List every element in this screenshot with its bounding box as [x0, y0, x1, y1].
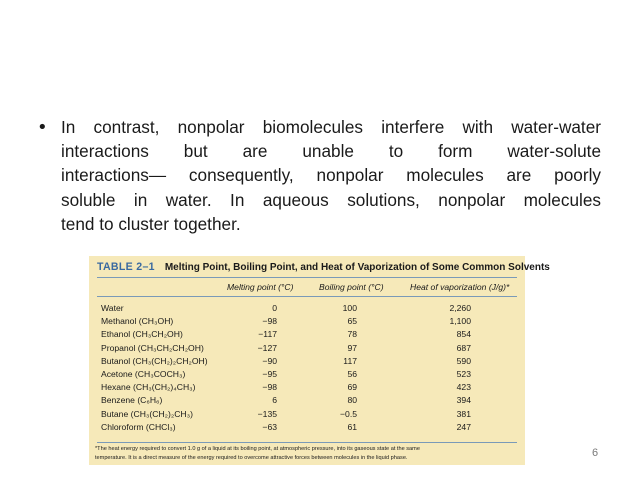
table-footnote [95, 445, 525, 463]
boiling-point: 61 [347, 421, 357, 432]
solvent-name: Ethanol (CH₃CH₂OH) [101, 329, 183, 340]
boiling-point: 117 [343, 355, 357, 366]
heat-of-vaporization: 423 [456, 382, 471, 393]
table-row [89, 328, 525, 341]
bullet-text [61, 115, 601, 236]
heat-of-vaporization: 1,100 [449, 316, 471, 327]
boiling-point: 65 [347, 316, 357, 327]
boiling-point: 97 [347, 342, 357, 353]
table-rule-header [97, 296, 517, 297]
solvent-name: Butanol (CH₃(CH₂)₂CH₂OH) [101, 355, 208, 366]
footnote-line: temperature. It is a direct measure of the energy required to overcome attractive forces between molecules in the liquid phase. [95, 455, 408, 461]
heat-of-vaporization: 247 [456, 421, 471, 432]
table-row [89, 368, 525, 381]
table-rule-bottom [97, 442, 517, 443]
table-body [89, 302, 525, 434]
heat-of-vaporization: 381 [456, 408, 471, 419]
bullet-line: In contrast, nonpolar biomolecules interfere with water-water [61, 117, 601, 137]
solvent-name: Methanol (CH₃OH) [101, 316, 174, 327]
boiling-point: 80 [347, 395, 357, 406]
melting-point: −98 [262, 382, 277, 393]
melting-point: −127 [257, 342, 277, 353]
melting-point: −98 [262, 316, 277, 327]
melting-point: −63 [262, 421, 277, 432]
bullet-line: tend to cluster together. [61, 213, 241, 234]
solvent-name: Hexane (CH₃(CH₂)₄CH₃) [101, 382, 196, 393]
bullet-line: interactions— consequently, nonpolar molecules are poorly [61, 165, 601, 186]
table-number: TABLE 2–1 [97, 261, 155, 273]
table-row [89, 394, 525, 407]
table-row [89, 408, 525, 421]
boiling-point: 69 [347, 382, 357, 393]
solvent-name: Butane (CH₃(CH₂)₂CH₃) [101, 408, 193, 419]
table-row [89, 342, 525, 355]
bullet-line: interactions but are unable to form water-solute [61, 141, 601, 162]
heat-of-vaporization: 394 [456, 395, 471, 406]
page-number: 6 [592, 447, 599, 459]
heat-of-vaporization: 2,260 [449, 303, 471, 313]
footnote-line: *The heat energy required to convert 1.0 g of a liquid at its boiling point, at atmospheric pressure, into its gaseous state at the same [95, 446, 420, 452]
heat-of-vaporization: 590 [456, 355, 471, 366]
table-name: Melting Point, Boiling Point, and Heat of Vaporization of Some Common Solvents [164, 262, 550, 273]
melting-point: −90 [262, 355, 277, 366]
heat-of-vaporization: 687 [456, 342, 471, 353]
bullet-marker: • [37, 117, 48, 138]
column-header-heat-of-vaporization: Heat of vaporization (J/g)* [410, 282, 510, 292]
table-row [89, 421, 525, 434]
column-header-boiling-point: Boiling point (°C) [319, 282, 384, 292]
table-row [89, 315, 525, 328]
melting-point: 6 [272, 395, 277, 406]
boiling-point: 56 [347, 368, 357, 379]
solvent-name: Chloroform (CHCl₃) [101, 421, 176, 432]
table-row [89, 302, 525, 315]
melting-point: −117 [258, 329, 277, 340]
melting-point: −95 [262, 368, 277, 379]
column-header-melting-point: Melting point (°C) [227, 282, 294, 292]
heat-of-vaporization: 854 [456, 329, 471, 340]
heat-of-vaporization: 523 [456, 368, 471, 379]
table-title [97, 260, 550, 275]
boiling-point: −0.5 [340, 408, 357, 419]
solvents-table [89, 256, 550, 465]
table-rule-top [97, 277, 517, 278]
melting-point: 0 [272, 303, 277, 313]
solvent-name: Propanol (CH₃CH₂CH₂OH) [101, 342, 204, 353]
boiling-point: 100 [342, 303, 357, 313]
table-row [89, 355, 525, 368]
melting-point: −135 [257, 408, 277, 419]
boiling-point: 78 [347, 329, 357, 340]
solvent-name: Water [101, 303, 124, 313]
bullet-line: soluble in water. In aqueous solutions, nonpolar molecules [61, 189, 601, 210]
solvent-name: Benzene (C₆H₆) [101, 395, 163, 406]
solvent-name: Acetone (CH₃COCH₃) [101, 368, 186, 379]
table-row [89, 381, 525, 394]
